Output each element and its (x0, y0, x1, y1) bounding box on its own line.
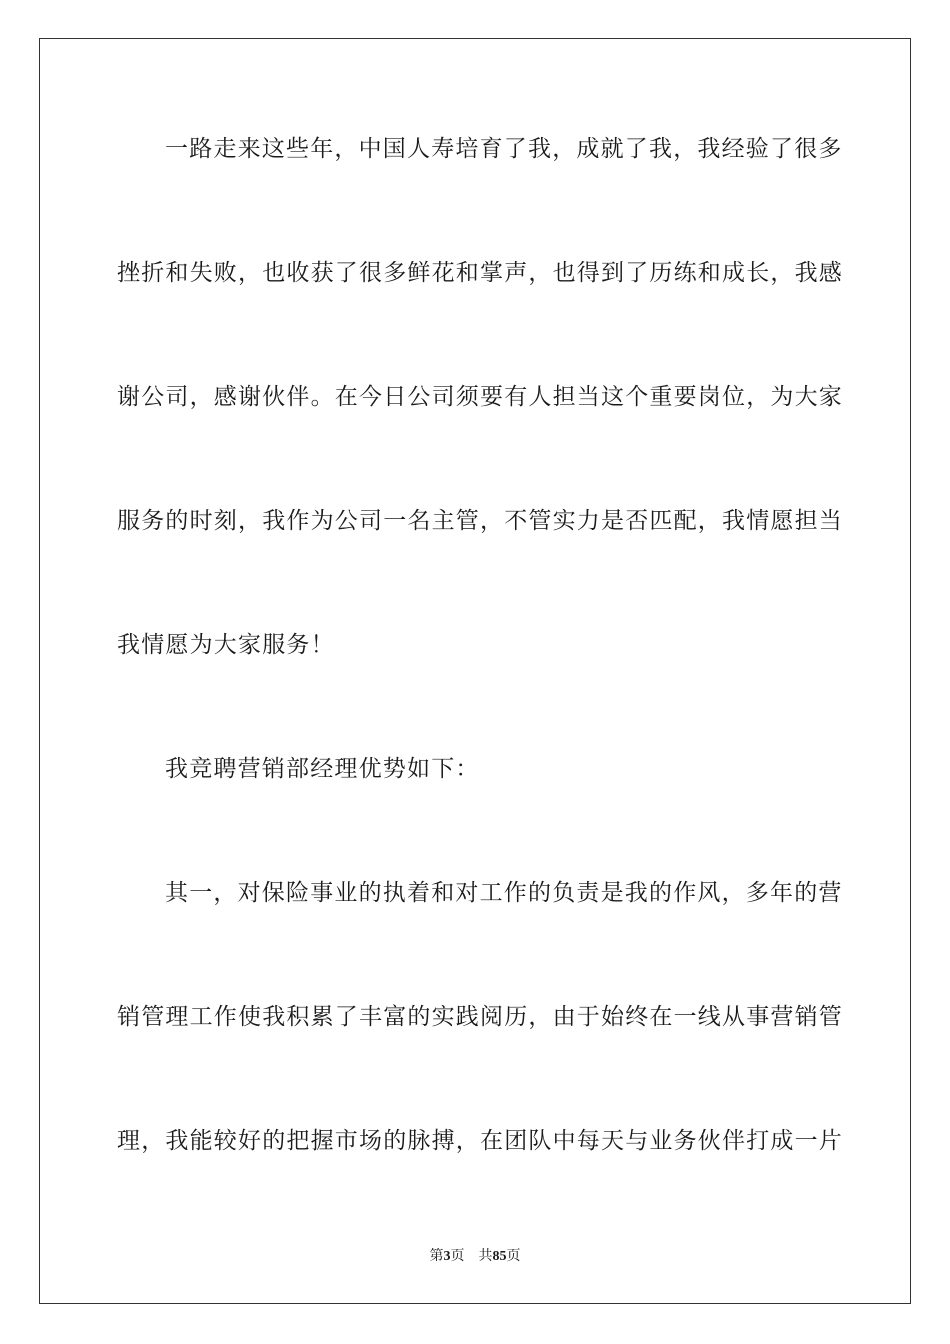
total-page-number: 85 (492, 1249, 507, 1264)
paragraph-line-4: 服务的时刻，我作为公司一名主管，不管实力是否匹配，我情愿担当 (117, 508, 843, 534)
paragraph-line-6: 我竞聘营销部经理优势如下： (165, 756, 480, 782)
current-page-number: 3 (443, 1249, 451, 1264)
paragraph-line-8: 销管理工作使我积累了丰富的实践阅历，由于始终在一线从事营销管 (117, 1004, 843, 1030)
paragraph-line-1: 一路走来这些年，中国人寿培育了我，成就了我，我经验了很多 (165, 136, 843, 162)
total-suffix: 页 (506, 1248, 521, 1264)
page-border (39, 38, 911, 1304)
paragraph-line-7: 其一，对保险事业的执着和对工作的负责是我的作风，多年的营 (165, 880, 843, 906)
page-footer (0, 1247, 950, 1266)
paragraph-line-5: 我情愿为大家服务！ (117, 632, 335, 658)
page-suffix: 页 (450, 1248, 465, 1264)
paragraph-line-3: 谢公司，感谢伙伴。在今日公司须要有人担当这个重要岗位，为大家 (117, 384, 843, 410)
total-prefix: 共 (478, 1248, 493, 1264)
paragraph-line-9: 理，我能较好的把握市场的脉搏，在团队中每天与业务伙伴打成一片 (117, 1128, 843, 1154)
paragraph-line-2: 挫折和失败，也收获了很多鲜花和掌声，也得到了历练和成长，我感 (117, 260, 843, 286)
page-prefix: 第 (429, 1248, 444, 1264)
